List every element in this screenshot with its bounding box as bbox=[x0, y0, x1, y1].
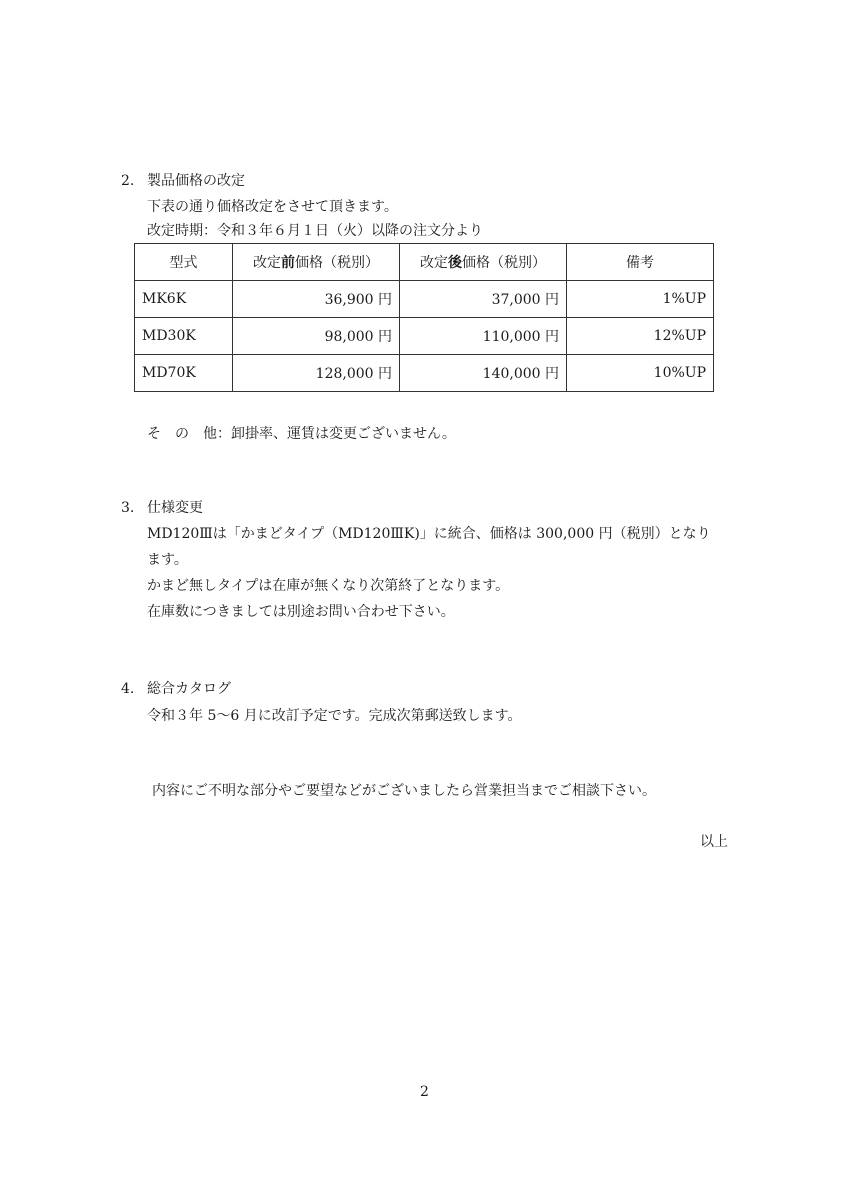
section-number: 3. bbox=[121, 500, 135, 516]
cell-before: 128,000 円 bbox=[233, 355, 400, 392]
end-mark: 以上 bbox=[700, 834, 728, 850]
cell-note: 1%UP bbox=[567, 281, 714, 318]
section-4-heading bbox=[121, 679, 231, 699]
body-line: 令和３年 5～6 月に改訂予定です。完成次第郵送致します。 bbox=[147, 708, 522, 724]
price-table bbox=[134, 243, 714, 392]
effective-date: 改定時期：令和３年６月１日（火）以降の注文分より bbox=[147, 223, 483, 239]
body-line: ます。 bbox=[147, 552, 188, 568]
table-header-row bbox=[135, 244, 714, 281]
other-note: そ の 他：卸掛率、運賃は変更ございません。 bbox=[147, 426, 456, 442]
body-line: かまど無しタイプは在庫が無くなり次第終了となります。 bbox=[147, 578, 510, 594]
section-title: 仕様変更 bbox=[147, 500, 203, 516]
cell-note: 10%UP bbox=[567, 355, 714, 392]
body-line: MD120Ⅲは「かまどタイプ（MD120ⅢK)」に統合、価格は 300,000 円（税別）となり bbox=[147, 526, 711, 542]
cell-model: MD30K bbox=[135, 318, 233, 355]
cell-after: 140,000 円 bbox=[400, 355, 567, 392]
section-number: 4. bbox=[121, 681, 135, 697]
section-title: 製品価格の改定 bbox=[147, 173, 245, 189]
cell-after: 110,000 円 bbox=[400, 318, 567, 355]
header-before-price: 改定前価格（税別） bbox=[233, 244, 400, 281]
cell-before: 36,900 円 bbox=[233, 281, 400, 318]
header-model: 型式 bbox=[135, 244, 233, 281]
page-number: 2 bbox=[420, 1084, 429, 1100]
cell-model: MD70K bbox=[135, 355, 233, 392]
section-3-heading bbox=[121, 498, 203, 518]
section-number: 2. bbox=[121, 173, 135, 189]
table-row bbox=[135, 355, 714, 392]
header-note: 備考 bbox=[567, 244, 714, 281]
closing-text: 内容にご不明な部分やご要望などがございましたら営業担当までご相談下さい。 bbox=[152, 783, 656, 799]
cell-before: 98,000 円 bbox=[233, 318, 400, 355]
section-2-intro: 下表の通り価格改定をさせて頂きます。 bbox=[147, 199, 398, 215]
header-after-price: 改定後価格（税別） bbox=[400, 244, 567, 281]
section-2-heading bbox=[121, 171, 245, 191]
cell-after: 37,000 円 bbox=[400, 281, 567, 318]
cell-note: 12%UP bbox=[567, 318, 714, 355]
table-row bbox=[135, 281, 714, 318]
table-row bbox=[135, 318, 714, 355]
body-line: 在庫数につきましては別途お問い合わせ下さい。 bbox=[147, 604, 455, 620]
cell-model: MK6K bbox=[135, 281, 233, 318]
section-title: 総合カタログ bbox=[147, 681, 231, 697]
